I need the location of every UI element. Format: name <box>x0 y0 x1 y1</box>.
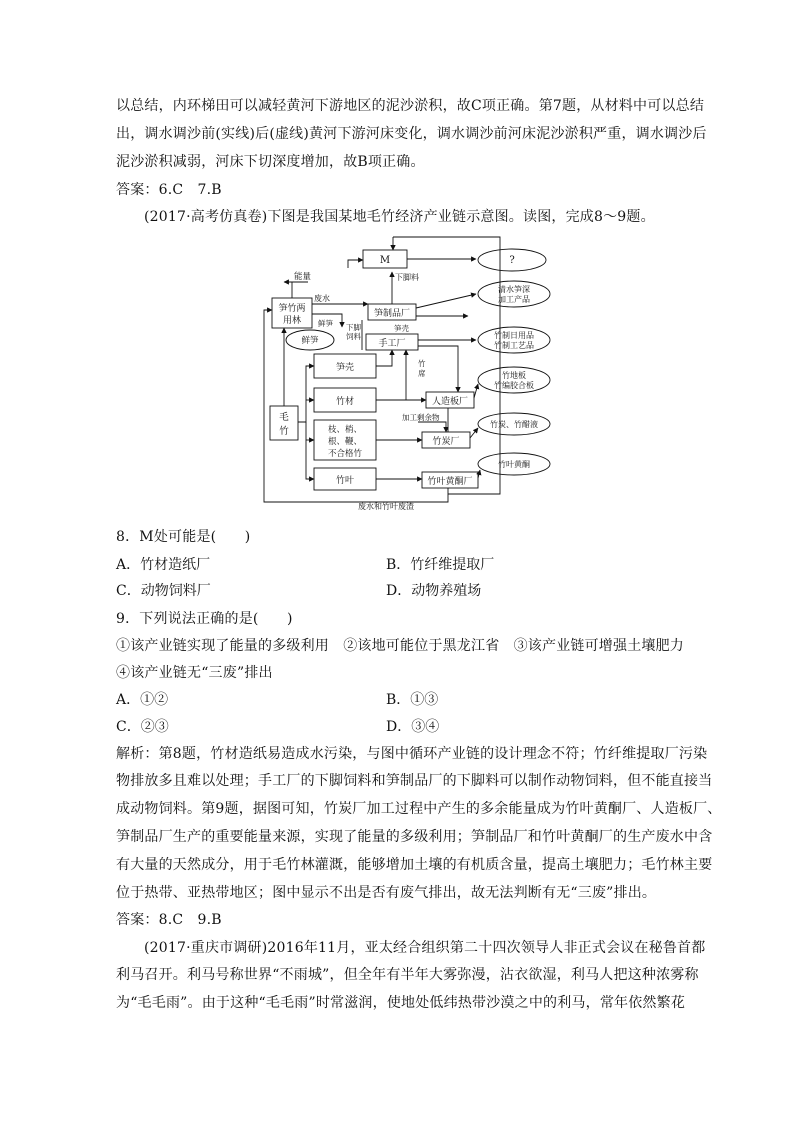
label-shengyu: 加工剩余物 <box>402 413 440 422</box>
node-qs-line2: 加工产品 <box>498 295 530 304</box>
edge-maozhu-sunke <box>298 366 314 422</box>
q9-option-c: C．②③ <box>116 719 169 735</box>
q9-option-a: A．①② <box>116 692 169 708</box>
label-feizha: 废水和竹叶废渣 <box>358 502 414 511</box>
q8-option-c: C．动物饲料厂 <box>116 583 211 599</box>
node-xiansun: 鲜笋 <box>301 336 319 346</box>
edge-renzao-zhutan <box>418 422 446 432</box>
node-lin-line2: 用林 <box>282 316 302 326</box>
q9-statements-line2: ④该产业链无“三废”排出 <box>116 665 273 681</box>
bamboo-industry-chain-diagram <box>258 232 538 512</box>
node-zhutan: 竹炭厂 <box>432 437 460 447</box>
node-maozhu-line2: 竹 <box>279 426 289 437</box>
label-sunke-edge: 笋壳 <box>394 324 409 333</box>
paragraph-line: 出，调水调沙前(实线)后(虚线)黄河下游河床变化，调水调沙前河床泥沙淤积严重，调水调沙后 <box>116 126 707 142</box>
label-xiajiao-line2: 饲料 <box>346 332 361 341</box>
label-zhuxi-line1: 竹 <box>418 359 426 368</box>
edge-renzao-db <box>474 384 478 398</box>
paragraph-line: 为“毛毛雨”。由于这种“毛毛雨”时常滋润，使地处低纬热带沙漠之中的利马，常年依然繁花 <box>116 995 686 1011</box>
label-xiajiaoliao: 下脚料 <box>395 273 419 282</box>
q8-option-d: D．动物养殖场 <box>386 583 482 599</box>
q8-option-b: B．竹纤维提取厂 <box>386 557 495 573</box>
edge-sunzhi-qs <box>416 294 476 308</box>
answer-line: 答案：6.C 7.B <box>116 182 222 198</box>
node-q: ? <box>509 255 515 266</box>
node-zhucai: 竹材 <box>335 397 355 407</box>
q8-option-a: A．竹材造纸厂 <box>116 557 211 573</box>
label-xiansun-edge: 鲜笋 <box>318 319 333 328</box>
node-tc: 竹炭、竹醋液 <box>490 420 538 429</box>
node-zhiye-line2: 根、鞭、 <box>327 437 363 447</box>
node-huangtong: 竹叶黄酮厂 <box>427 477 473 487</box>
node-ht: 竹叶黄酮 <box>498 460 530 469</box>
node-ry-line1: 竹制日用品 <box>494 331 534 340</box>
edge-zhutan-tc <box>470 428 478 438</box>
node-m: M <box>379 255 391 266</box>
answer-line: 答案：8.C 9.B <box>116 912 222 928</box>
question-intro: (2017·高考仿真卷)下图是我国某地毛竹经济产业链示意图。读图，完成8～9题。 <box>144 209 655 225</box>
node-zhiye-line3: 不合格竹 <box>327 449 363 459</box>
edge-maozhu-zhuye <box>306 422 314 479</box>
label-nengliang: 能量 <box>294 272 312 282</box>
q9-statements-line1: ①该产业链实现了能量的多级利用 ②该地可能位于黑龙江省 ③该产业链可增强土壤肥力 <box>116 638 684 654</box>
paragraph-line: (2017·重庆市调研)2016年11月，亚太经合组织第二十四次领导人非正式会议在秘鲁首都 <box>144 940 706 956</box>
node-db-line2: 竹编胶合板 <box>494 381 534 390</box>
explanation-line: 有大量的天然成分，用于毛竹林灌溉，能够增加土壤的有机质含量，提高土壤肥力；毛竹林主要 <box>116 857 713 873</box>
node-zhiye-line1: 枝、梢、 <box>327 425 363 435</box>
node-sunke: 笋壳 <box>335 363 355 373</box>
label-xiajiao-line1: 下脚 <box>346 323 361 332</box>
edge-sunke-shougong <box>376 350 392 366</box>
label-feishui: 废水 <box>314 294 330 303</box>
node-lin-line1: 笋竹两 <box>278 304 306 314</box>
node-db-line1: 竹地板 <box>502 371 526 380</box>
paragraph-line: 利马召开。利马号称世界“不雨城”，但全年有半年大雾弥漫，沾衣欲湿，利马人把这种浓雾称 <box>116 967 699 983</box>
node-renzao: 人造板厂 <box>431 397 469 407</box>
label-zhuxi-line2: 席 <box>418 369 426 378</box>
paragraph-line: 以总结，内环梯田可以减轻黄河下游地区的泥沙淤积，故C项正确。第7题，从材料中可以总结 <box>116 98 705 114</box>
paragraph-line: 泥沙淤积减弱，河床下切深度增加，故B项正确。 <box>116 154 425 170</box>
node-ry-line2: 竹制工艺品 <box>494 341 534 350</box>
node-maozhu-line1: 毛 <box>279 412 289 423</box>
explanation-line: 笋制品厂生产的重要能量来源，实现了能量的多级利用；笋制品厂和竹叶黄酮厂的生产废水中含 <box>116 829 713 845</box>
node-zhuye: 竹叶 <box>335 476 355 486</box>
node-shougong: 手工厂 <box>378 339 406 349</box>
question-9: 9．下列说法正确的是( ) <box>116 611 293 627</box>
question-8: 8．M处可能是( ) <box>116 529 251 545</box>
explanation-line: 成动物饲料。第9题，据图可知，竹炭厂加工过程中产生的多余能量成为竹叶黄酮厂、人造板厂、 <box>116 801 722 817</box>
edge-to-m <box>348 260 363 268</box>
explanation-line: 解析：第8题，竹材造纸易造成水污染，与图中循环产业链的设计理念不符；竹纤维提取厂污染 <box>116 746 708 762</box>
node-sunzhi: 笋制品厂 <box>373 309 411 319</box>
q9-option-b: B．①③ <box>386 692 439 708</box>
explanation-line: 物排放多且难以处理；手工厂的下脚饲料和笋制品厂的下脚料可以制作动物饲料，但不能直接当 <box>116 773 713 789</box>
explanation-line: 位于热带、亚热带地区；图中显示不出是否有废气排出，故无法判断有无“三废”排出。 <box>116 885 657 901</box>
q9-option-d: D．③④ <box>386 719 440 735</box>
node-qs-line1: 清水笋深 <box>498 285 530 294</box>
